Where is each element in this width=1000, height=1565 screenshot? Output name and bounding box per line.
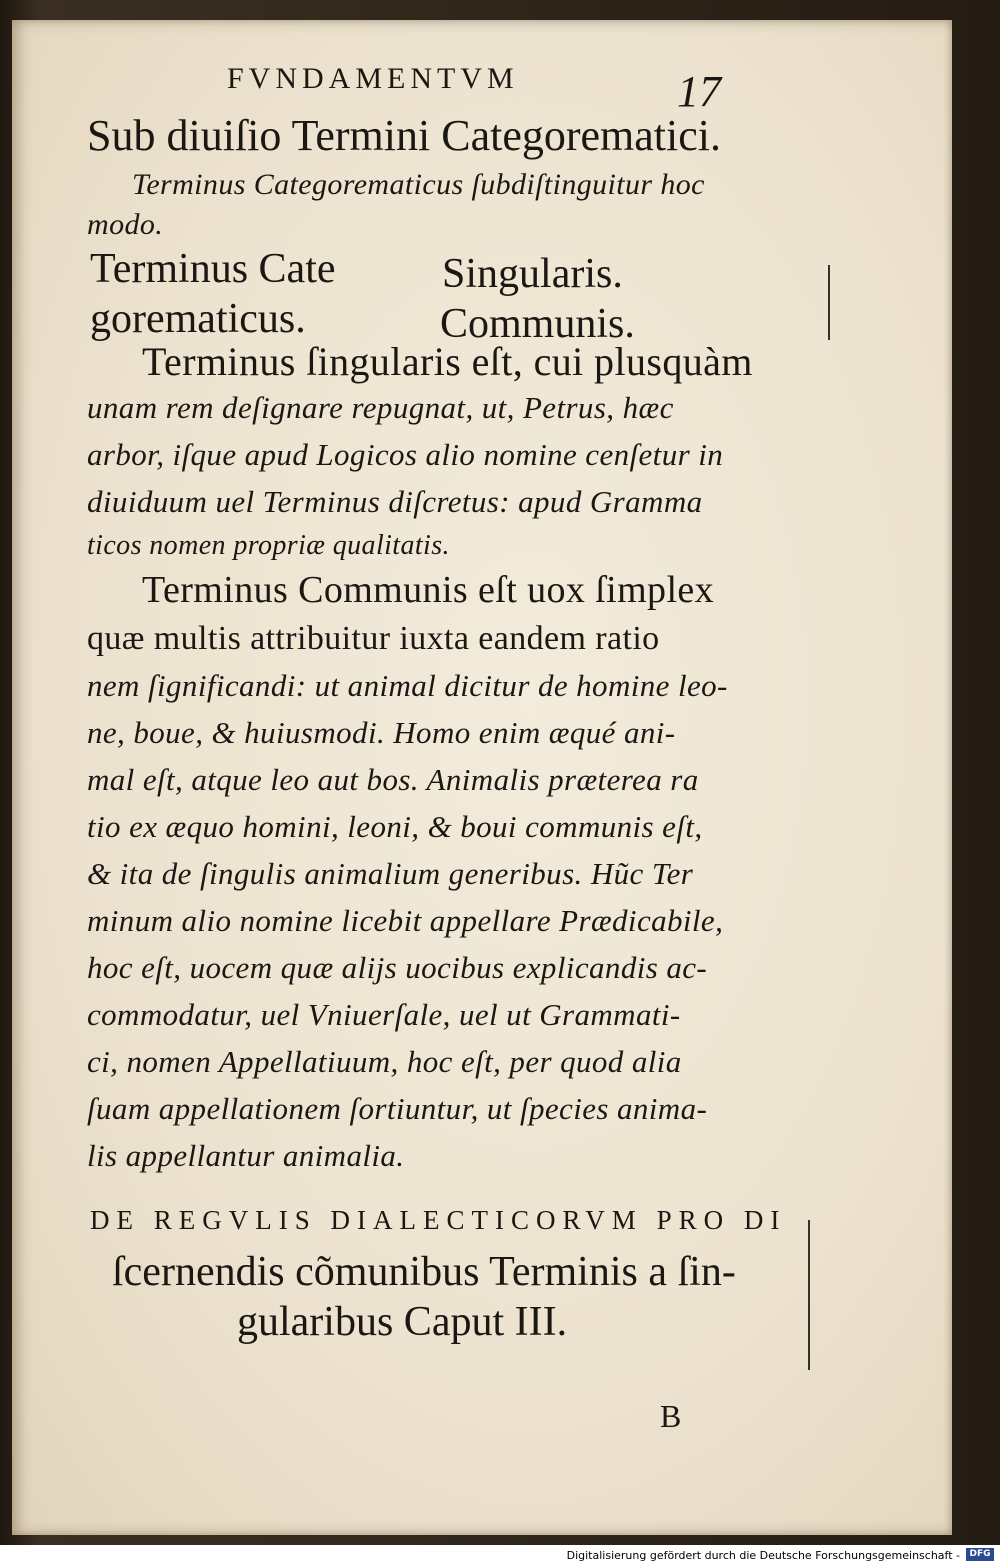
text-line: ci, nomen Appellatiuum, hoc eſt, per quod alia	[87, 1044, 682, 1079]
text-line: Terminus Communis eſt uox ſimplex	[142, 569, 715, 611]
margin-rule	[808, 1220, 810, 1370]
division-right-line: Communis.	[440, 301, 635, 347]
dfg-logo-icon: DFG	[966, 1548, 994, 1561]
text-line: mal eſt, atque leo aut bos. Animalis præterea ra	[87, 762, 699, 797]
text-line: ne, boue, & huiusmodi. Homo enim æqué ani-	[87, 715, 676, 750]
text-line: diuiduum uel Terminus diſcretus: apud Gramma	[87, 484, 703, 519]
margin-rule	[828, 265, 830, 340]
page-number: 17	[677, 67, 721, 116]
text-line: tio ex æquo homini, leoni, & boui communis eſt,	[87, 809, 703, 844]
chapter-title-line: ſcernendis cõmunibus Terminis a ſin-	[112, 1249, 736, 1295]
chapter-title-line: gularibus Caput III.	[237, 1299, 568, 1345]
text-line: lis appellantur animalia.	[87, 1138, 405, 1173]
text-line: & ita de ſingulis animalium generibus. Hũc Ter	[87, 856, 694, 891]
text-line: ticos nomen propriæ qualitatis.	[87, 530, 450, 561]
text-line: quæ multis attribuitur iuxta eandem ratio	[87, 620, 660, 657]
text-line: Terminus ſingularis eſt, cui plusquàm	[142, 339, 753, 384]
division-left-line: Terminus Cate	[90, 246, 336, 292]
division-right-line: Singularis.	[442, 251, 623, 297]
text-line: arbor, iſque apud Logicos alio nomine cenſetur in	[87, 437, 724, 472]
text-line: modo.	[87, 208, 164, 241]
section-heading: Sub diuiſio Termini Categorematici.	[87, 111, 722, 160]
text-line: nem ſignificandi: ut animal dicitur de homine leo-	[87, 668, 728, 703]
text-line: minum alio nomine licebit appellare Prædicabile,	[87, 903, 724, 938]
text-line: ſuam appellationem ſortiuntur, ut ſpecies anima-	[87, 1091, 708, 1126]
text-line: Terminus Categorematicus ſubdiſtinguitur hoc	[132, 168, 705, 201]
text-line: commodatur, uel Vniuerſale, uel ut Grammati-	[87, 997, 681, 1032]
book-page	[12, 20, 952, 1535]
running-head: FVNDAMENTVM	[227, 62, 519, 95]
digitization-footer	[0, 1545, 1000, 1565]
division-left-line: gorematicus.	[90, 296, 306, 342]
signature-mark: B	[660, 1398, 682, 1434]
text-line: hoc eſt, uocem quæ alijs uocibus explicandis ac-	[87, 950, 708, 985]
text-line: unam rem deſignare repugnat, ut, Petrus, hæc	[87, 390, 674, 425]
funding-notice: Digitalisierung gefördert durch die Deutsche Forschungsgemeinschaft -	[566, 1549, 960, 1562]
chapter-title-caps: DE REGVLIS DIALECTICORVM PRO DI	[90, 1205, 787, 1235]
